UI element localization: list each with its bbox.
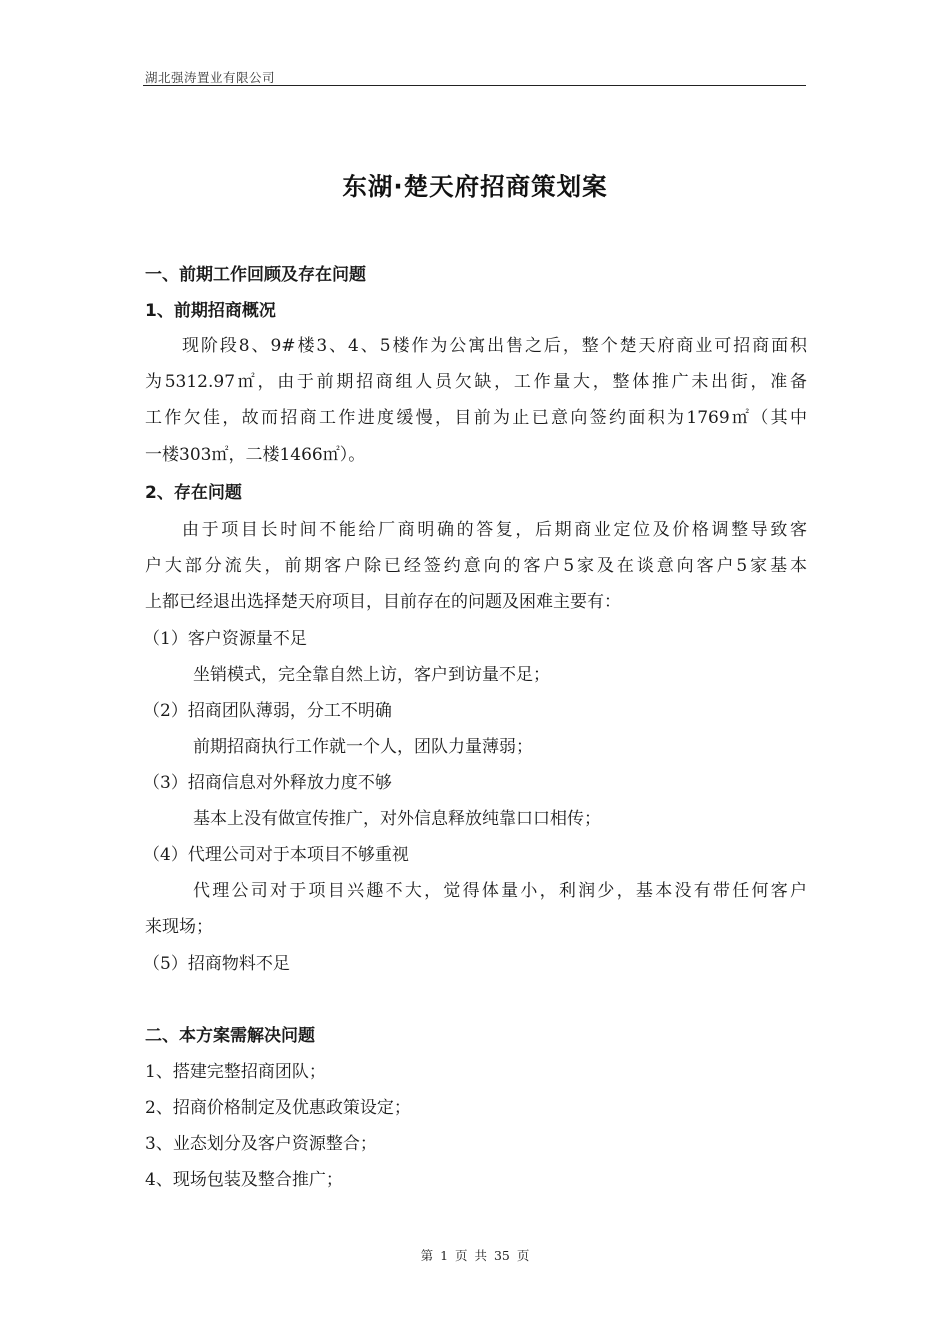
issue-description: 前期招商执行工作就一个人，团队力量薄弱； <box>193 737 533 757</box>
paragraph-line: 户大部分流失，前期客户除已经签约意向的客户5家及在谈意向客户5家基本 <box>145 556 807 576</box>
paragraph-line: 一楼303㎡，二楼1466㎡）。 <box>145 445 366 465</box>
issue-label: （1）客户资源量不足 <box>143 629 307 649</box>
paragraph-line: 为5312.97㎡，由于前期招商组人员欠缺，工作量大，整体推广未出街，准备 <box>145 372 807 392</box>
header-company-name: 湖北强涛置业有限公司 <box>145 70 276 85</box>
page-number: 第 1 页 共 35 页 <box>420 1248 530 1263</box>
paragraph-line: 上都已经退出选择楚天府项目，目前存在的问题及困难主要有： <box>145 592 621 612</box>
section-2-heading: 二、本方案需解决问题 <box>145 1026 315 1046</box>
issue-label: （5）招商物料不足 <box>143 954 290 974</box>
paragraph-line: 现阶段8、9#楼3、4、5楼作为公寓出售之后，整个楚天府商业可招商面积 <box>182 336 807 356</box>
issue-label: （4）代理公司对于本项目不够重视 <box>143 845 409 865</box>
issue-label: （2）招商团队薄弱，分工不明确 <box>143 701 392 721</box>
subsection-1-heading: 1、前期招商概况 <box>145 301 276 321</box>
paragraph-line: 工作欠佳，故而招商工作进度缓慢，目前为止已意向签约面积为1769㎡（其中 <box>145 408 807 428</box>
document-title: 东湖·楚天府招商策划案 <box>342 172 608 201</box>
header-divider <box>143 85 806 86</box>
list-item: 2、招商价格制定及优惠政策设定； <box>145 1098 411 1118</box>
list-item: 4、现场包装及整合推广； <box>145 1170 343 1190</box>
issue-label: （3）招商信息对外释放力度不够 <box>143 773 392 793</box>
issue-description: 基本上没有做宣传推广，对外信息释放纯靠口口相传； <box>193 809 601 829</box>
list-item: 3、业态划分及客户资源整合； <box>145 1134 377 1154</box>
issue-description: 代理公司对于项目兴趣不大，觉得体量小，利润少，基本没有带任何客户 <box>193 881 807 901</box>
issue-description: 坐销模式，完全靠自然上访，客户到访量不足； <box>193 665 550 685</box>
list-item: 1、搭建完整招商团队； <box>145 1062 326 1082</box>
section-1-heading: 一、前期工作回顾及存在问题 <box>145 265 366 285</box>
issue-description: 来现场； <box>145 917 213 937</box>
paragraph-line: 由于项目长时间不能给厂商明确的答复，后期商业定位及价格调整导致客 <box>182 520 807 540</box>
subsection-2-heading: 2、存在问题 <box>145 483 242 503</box>
